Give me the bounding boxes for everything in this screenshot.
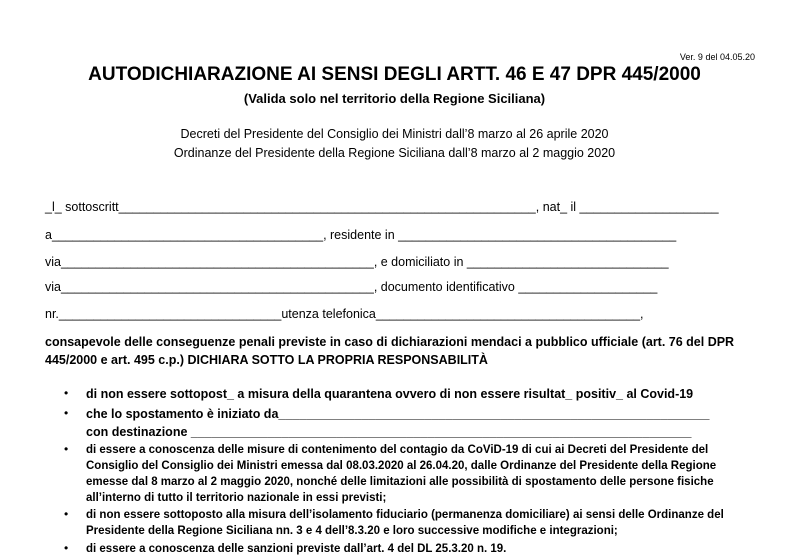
- form-line-residence[interactable]: a_______________________________________, residente in ________________________________________: [45, 228, 677, 242]
- bullet-item-awareness: di essere a conoscenza delle misure di contenimento del contagio da CoViD-19 di cui ai Decreti del Presidente del Consiglio del Consiglio dei Ministri emessa dal 08.03.2020 al 26.04.20, dalle Ordinanze del Presidente della Regione emesse dal 8 marzo al 2 maggio 2020, nonché delle limitazioni alle possibilità di spostamento delle persone fisiche all’interno di tutto il territorio nazionale in essi previsti;: [86, 444, 717, 504]
- bullet-item-sanctions: di essere a conoscenza delle sanzioni previste dall’art. 4 del DL 25.3.20 n. 19.: [86, 543, 507, 555]
- form-line-phone[interactable]: nr.________________________________utenza telefonica______________________________________,: [45, 307, 644, 321]
- decree-line-2: Ordinanze del Presidente della Regione Siciliana dall’8 marzo al 2 maggio 2020: [173, 146, 616, 160]
- bullet-icon: •: [64, 507, 69, 521]
- bullet-icon: •: [64, 541, 69, 555]
- bullet-item-destination[interactable]: con destinazione ________________________________________________________________________: [86, 425, 692, 439]
- bullet-icon: •: [64, 442, 69, 456]
- form-line-document[interactable]: via_____________________________________________, documento identificativo ____________________: [45, 280, 658, 294]
- document-subtitle: (Valida solo nel territorio della Regione Siciliana): [243, 91, 546, 106]
- document-title: AUTODICHIARAZIONE AI SENSI DEGLI ARTT. 46 E 47 DPR 445/2000: [88, 64, 701, 85]
- bullet-item-origin[interactable]: che lo spostamento è iniziato da______________________________________________________________: [86, 407, 710, 421]
- version-label: Ver. 9 del 04.05.20: [679, 52, 755, 62]
- bullet-icon: •: [64, 406, 69, 420]
- declaration-paragraph: consapevole delle conseguenze penali previste in caso di dichiarazioni mendaci a pubblico ufficiale (art. 76 del DPR 445/2000 e art. 495 c.p.) DICHIARA SOTTO LA PROPRIA RESPONSABILITÀ: [45, 335, 735, 367]
- bullet-item-isolation: di non essere sottoposto alla misura dell’isolamento fiduciario (permanenza domiciliare) ai sensi delle Ordinanze del Presidente della Regione Siciliana nn. 3 e 4 dell’8.3.20 e loro successive modifiche e integrazioni;: [86, 509, 724, 537]
- form-line-name[interactable]: _l_ sottoscritt____________________________________________________________, nat_ il ____________________: [45, 200, 719, 214]
- bullet-icon: •: [64, 386, 69, 400]
- form-line-domicile[interactable]: via_____________________________________________, e domiciliato in _____________________________: [45, 255, 669, 269]
- decree-line-1: Decreti del Presidente del Consiglio dei Ministri dall’8 marzo al 26 aprile 2020: [180, 127, 609, 141]
- bullet-item-quarantine: di non essere sottopost_ a misura della quarantena ovvero di non essere risultat_ positiv_ al Covid-19: [86, 387, 694, 401]
